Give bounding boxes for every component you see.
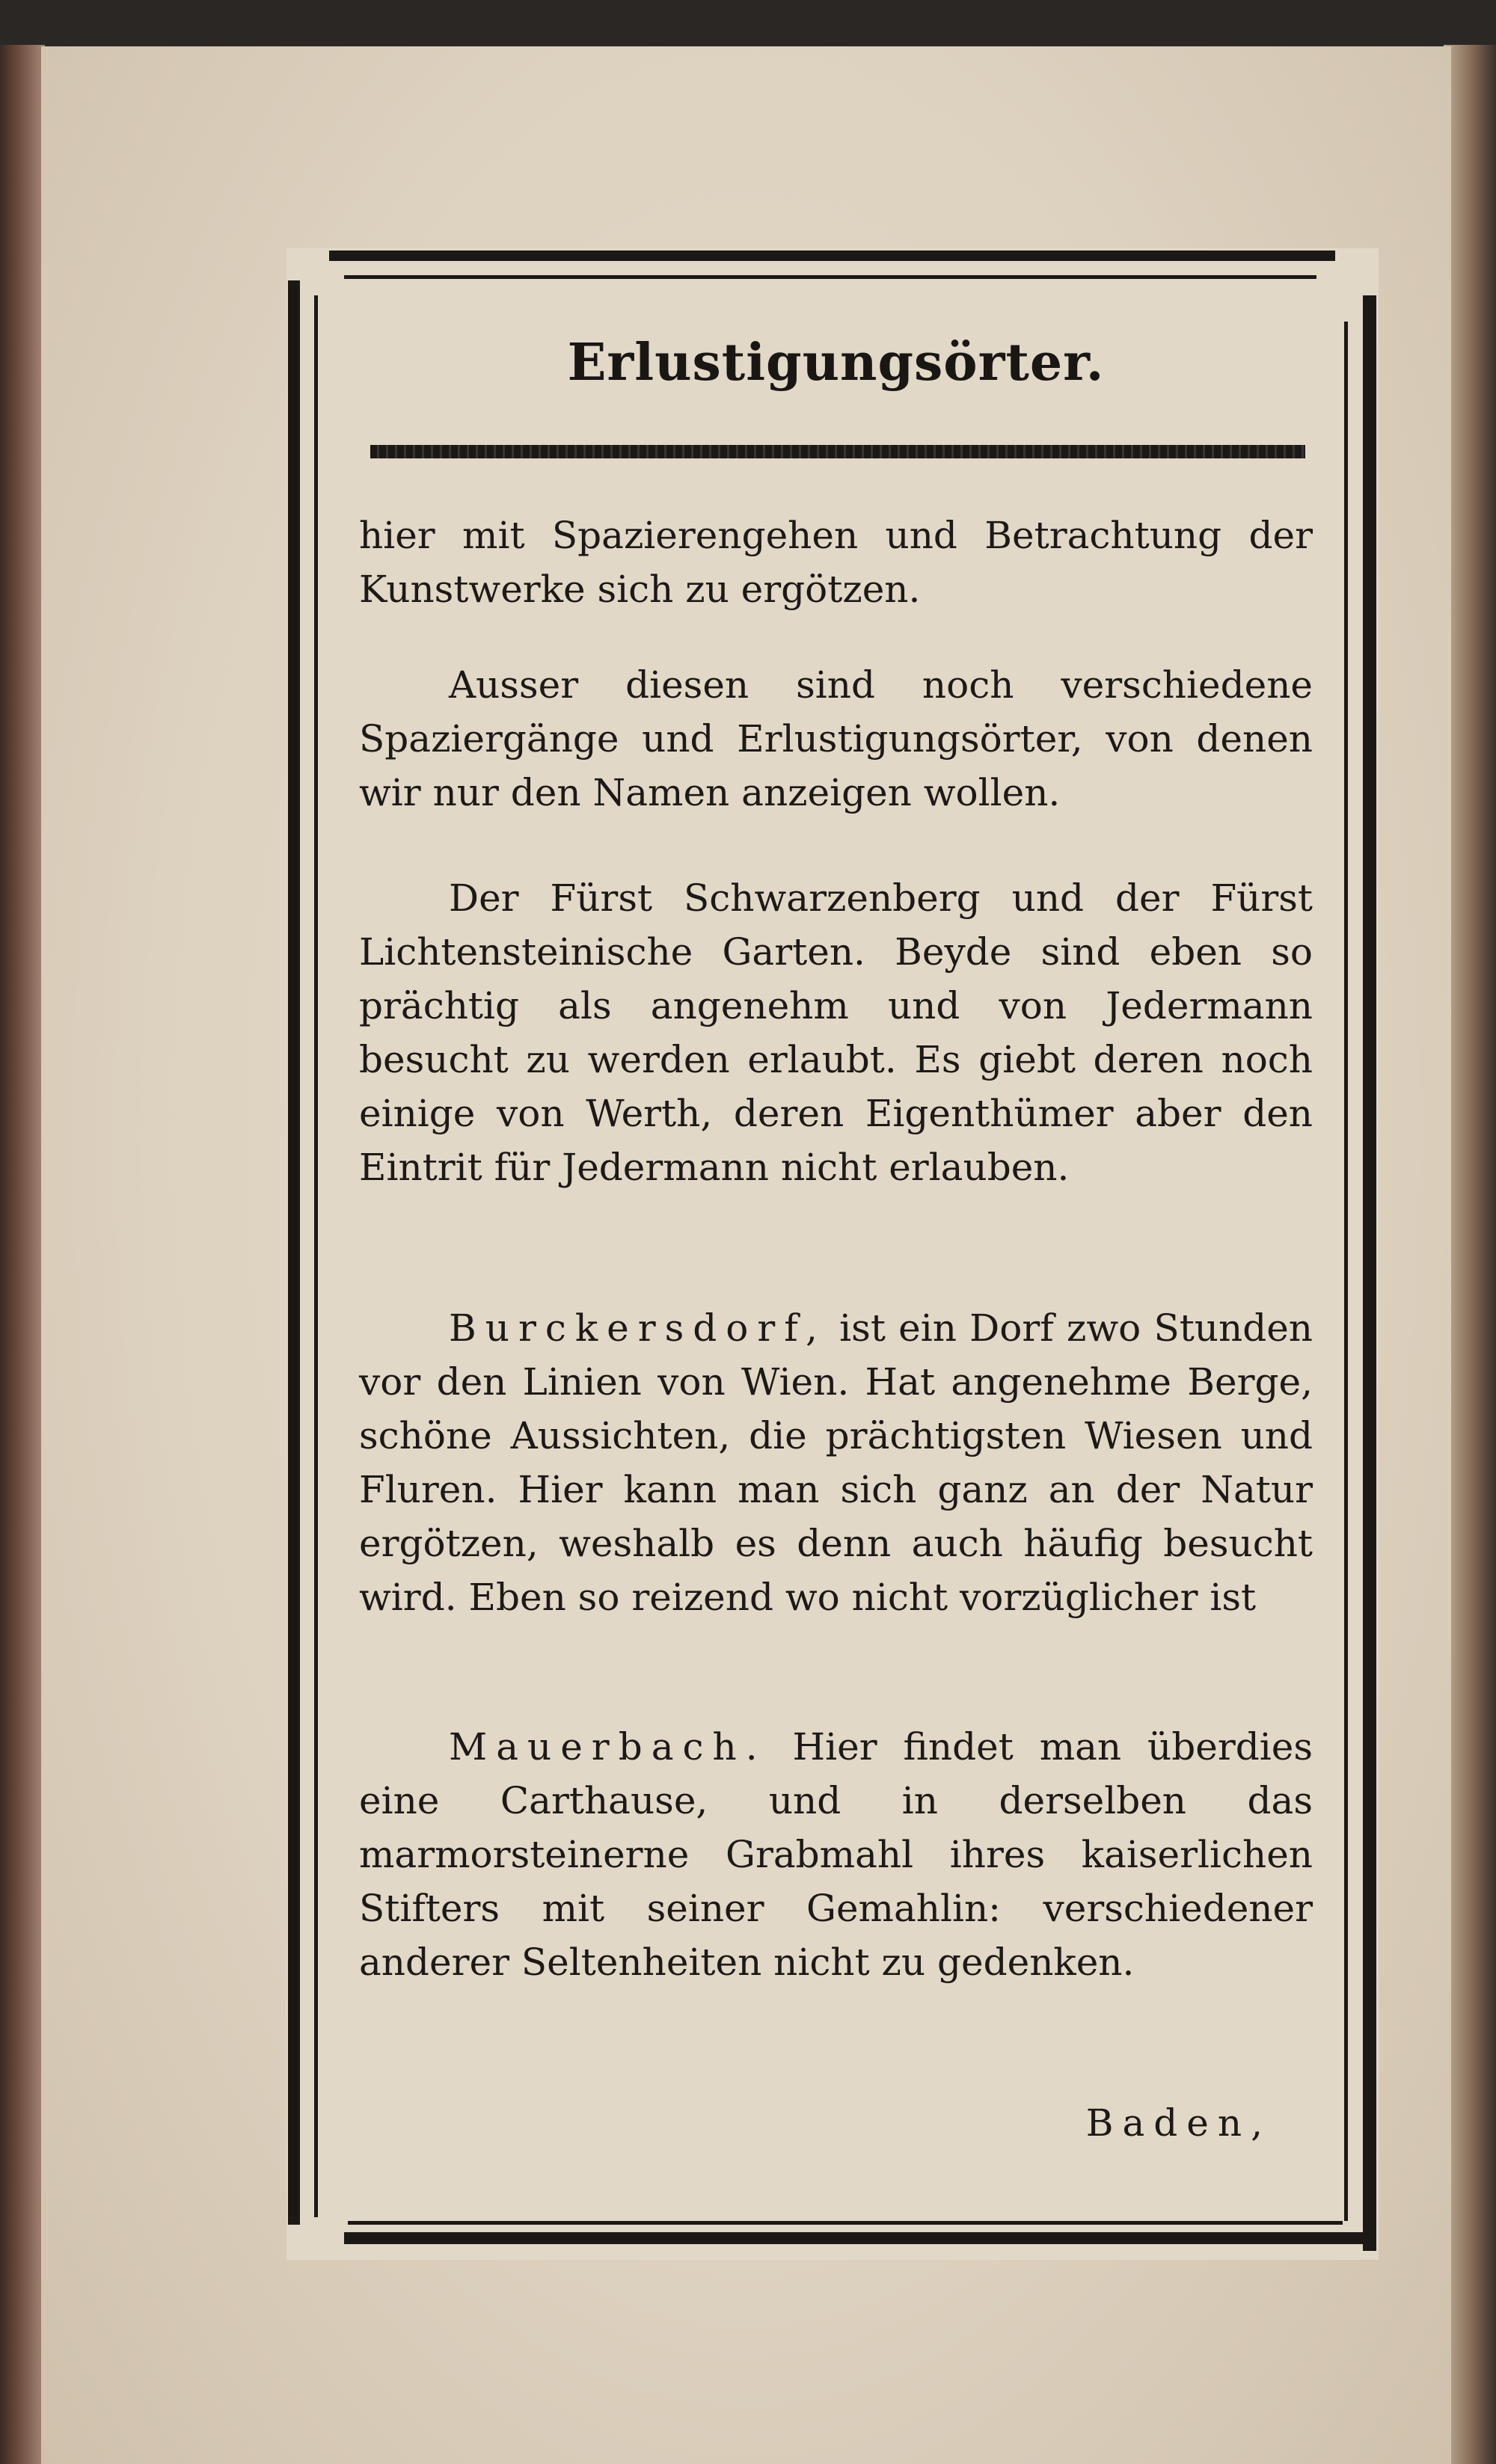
paragraph-4 bbox=[359, 1301, 1313, 1624]
frame-left-rule-thin bbox=[314, 295, 318, 2217]
book-spine-edge bbox=[0, 45, 45, 2464]
frame-right-rule-thick bbox=[1363, 295, 1376, 2251]
frame-bottom-rule-thick bbox=[344, 2232, 1376, 2244]
paragraph-4-text: ist ein Dorf zwo Stunden vor den Linien von Wien. Hat angenehme Berge, schöne Aussichten, die prächtigsten Wiesen und Fluren. Hier kann man sich ganz an der Natur ergötzen, weshalb es denn auch häufig besucht wird. Eben so reizend wo nicht vorzüglicher ist bbox=[359, 1306, 1313, 1619]
catchword: Baden, bbox=[1085, 2101, 1272, 2145]
paragraph-4-block bbox=[359, 1301, 1313, 1624]
frame-right-rule-thin bbox=[1344, 322, 1348, 2221]
paragraph-2: Ausser diesen sind noch verschiedene Spaziergänge und Erlustigungsörter, von denen wir nur den Namen anzeigen wollen. bbox=[359, 663, 1313, 814]
title-underline-rule bbox=[370, 445, 1305, 458]
paragraph-3: Der Fürst Schwarzenberg und der Fürst Lichtensteinische Garten. Beyde sind eben so prächtig als angenehm und von Jedermann besucht zu werden erlaubt. Es giebt deren noch einige von Werth, deren Eigenthümer aber den Eintrit für Jedermann nicht erlauben. bbox=[359, 876, 1313, 1189]
frame-top-rule-thin bbox=[344, 275, 1316, 279]
paragraph-5 bbox=[359, 1720, 1313, 1989]
place-name-burckersdorf: Burckersdorf, bbox=[449, 1306, 827, 1350]
paragraph-2-block bbox=[359, 658, 1313, 820]
page-title: Erlustigungsörter. bbox=[567, 333, 1105, 393]
frame-top-rule-thick bbox=[329, 251, 1335, 261]
paragraph-1: hier mit Spazierengehen und Betrachtung der Kunstwerke sich zu ergötzen. bbox=[359, 514, 1313, 611]
page-fore-edge bbox=[1444, 45, 1496, 2464]
paragraph-5-block bbox=[359, 1720, 1313, 1989]
place-name-mauerbach: Mauerbach. bbox=[449, 1725, 767, 1769]
frame-left-rule-thick bbox=[288, 280, 300, 2225]
paragraph-5-text: Hier findet man überdies eine Carthause, und in derselben das marmorsteinerne Grabmahl ihres kaiserlichen Stifters mit seiner Gemahlin: verschiedener anderer Seltenheiten nicht zu gedenken. bbox=[359, 1725, 1313, 1984]
paragraph-3-block bbox=[359, 871, 1313, 1194]
paragraph-1-block bbox=[359, 509, 1313, 616]
frame-bottom-rule-thin bbox=[348, 2221, 1343, 2225]
